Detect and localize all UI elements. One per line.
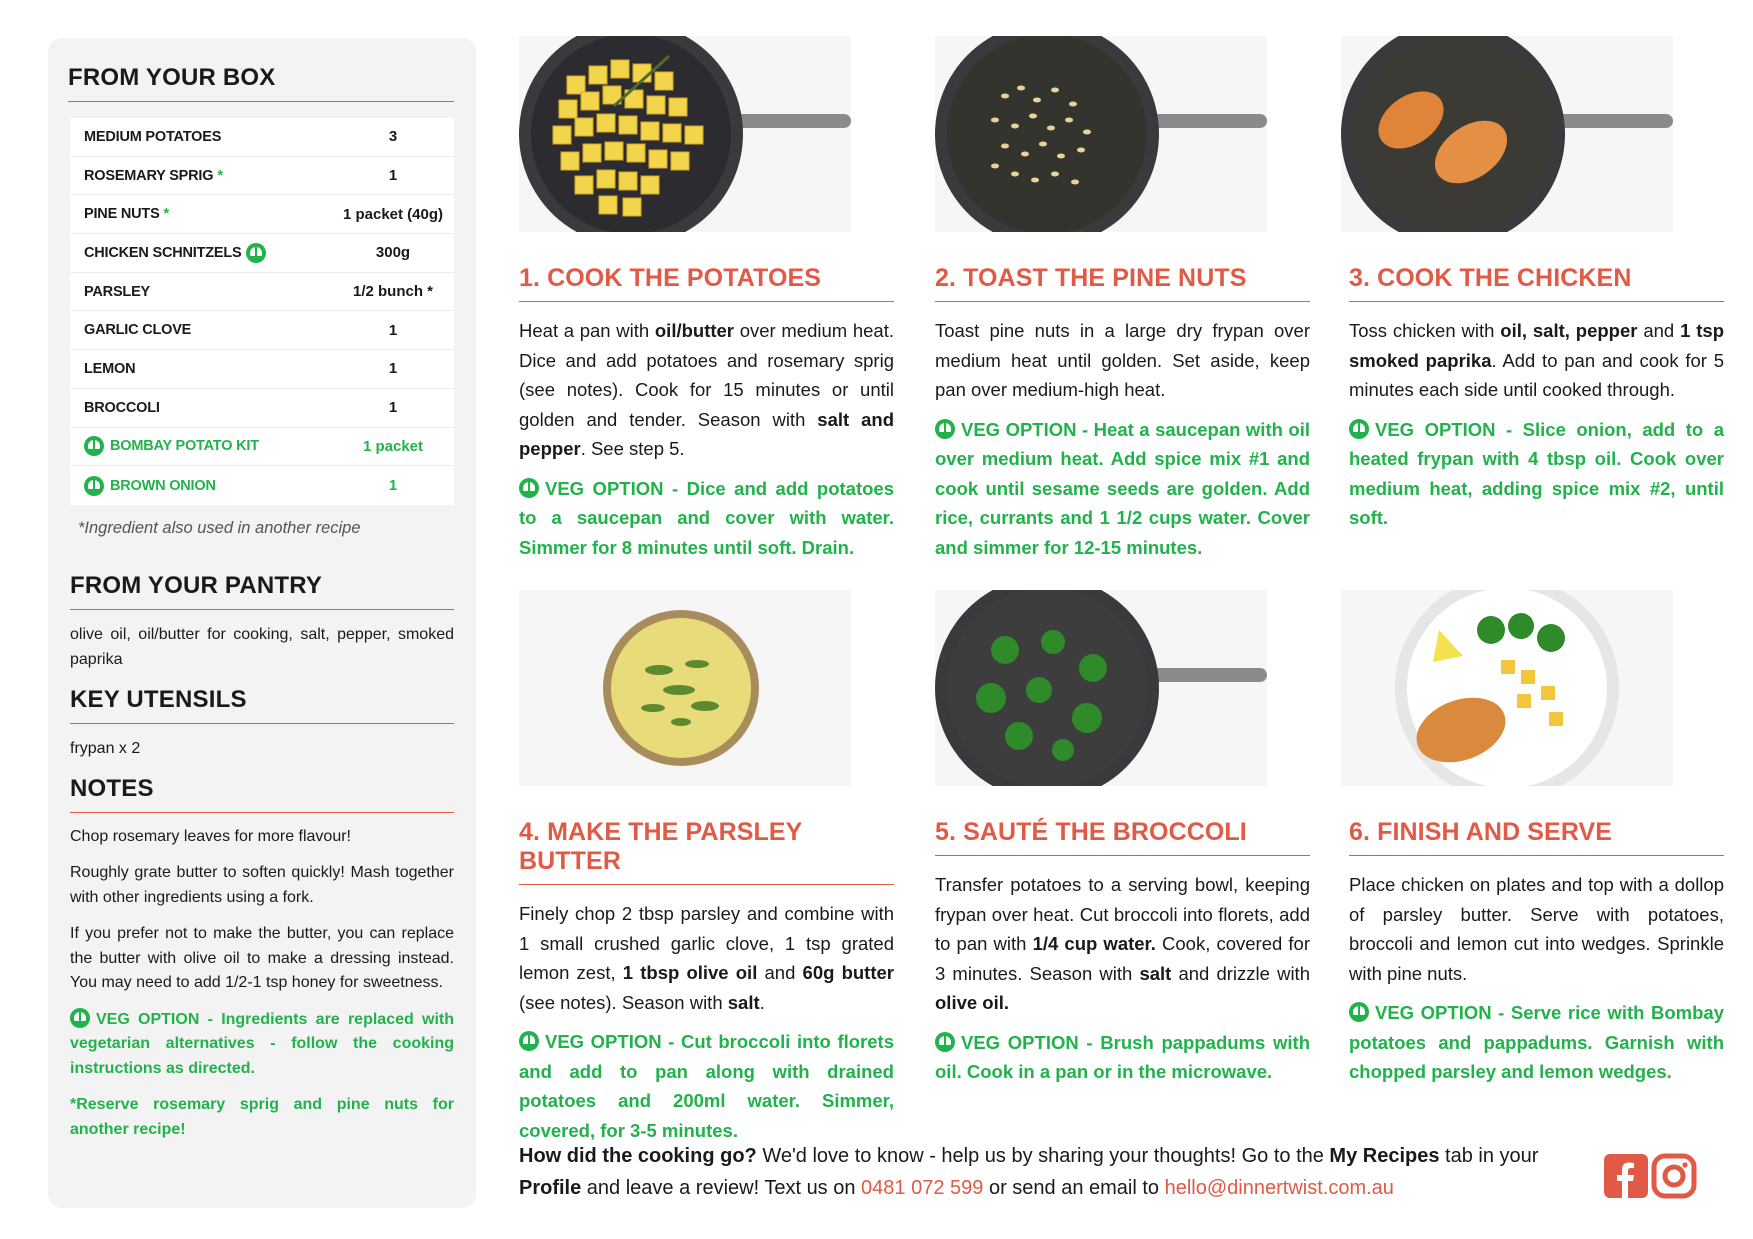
- ingredient-row: [70, 350, 454, 389]
- ingredient-name: BROCCOLI: [84, 399, 160, 416]
- phone-link[interactable]: 0481 072 599: [861, 1177, 984, 1199]
- veg-option: VEG OPTION - Heat a saucepan with oil over medium heat. Add spice mix #1 and cook until sesame seeds are golden. Add rice, currants and 1 1/2 cups water. Cover and simmer for 12-15 minutes.: [935, 418, 1310, 558]
- veg-ingredient-row: [70, 428, 454, 467]
- footer-text: and leave a review! Text us on: [581, 1177, 862, 1199]
- ingredient-row: [70, 195, 454, 234]
- step-title: 5. SAUTÉ THE BROCCOLI: [935, 818, 1310, 856]
- veg-leaf-icon: [84, 436, 104, 456]
- ingredient-qty: 1 packet: [362, 437, 424, 455]
- step-1: [519, 264, 894, 562]
- veg-leaf-icon: [935, 419, 955, 439]
- ingredient-row: [70, 311, 454, 350]
- step-3: [1349, 264, 1724, 533]
- ingredient-qty: 1 packet (40g): [342, 205, 444, 223]
- broccoli-in-pan-image: [935, 590, 1267, 786]
- veg-leaf-icon: [246, 243, 266, 263]
- footer-text: or send an email to: [983, 1177, 1165, 1199]
- step-2: [935, 264, 1310, 562]
- veg-ingredient-row: [70, 466, 454, 505]
- note: Roughly grate butter to soften quickly! Mash together with other ingredients using a fork.: [70, 864, 454, 906]
- veg-leaf-icon: [519, 478, 539, 498]
- step-body: Place chicken on plates and top with a dollop of parsley butter. Serve with potatoes, broccoli and lemon cut into wedges. Sprinkle with pine nuts.: [1349, 874, 1724, 984]
- veg-leaf-icon: [70, 1008, 90, 1028]
- ingredient-name: LEMON: [84, 360, 136, 377]
- footnote: *Ingredient also used in another recipe: [78, 518, 361, 537]
- pantry-text: olive oil, oil/butter for cooking, salt, pepper, smoked paprika: [70, 625, 454, 668]
- potatoes-in-pan-image: [519, 36, 851, 232]
- veg-leaf-icon: [1349, 419, 1369, 439]
- ingredient-name: PINE NUTS: [84, 206, 160, 223]
- step-6: [1349, 818, 1724, 1087]
- ingredients-sidebar: [48, 38, 476, 1208]
- veg-option: VEG OPTION - Dice and add potatoes to a saucepan and cover with water. Simmer for 8 minutes until soft. Drain.: [519, 477, 894, 558]
- email-link[interactable]: hello@dinnertwist.com.au: [1164, 1177, 1394, 1199]
- ingredient-qty: 300g: [375, 244, 411, 262]
- footer-text: tab in your: [1439, 1145, 1539, 1167]
- ingredient-qty: 1: [388, 399, 398, 417]
- shared-ingredient-star: *: [163, 206, 169, 223]
- box-heading: FROM YOUR BOX: [68, 64, 454, 102]
- step-title: 6. FINISH AND SERVE: [1349, 818, 1724, 856]
- reserve-note: *Reserve rosemary sprig and pine nuts for another recipe!: [70, 1096, 454, 1138]
- step-body: Toss chicken with oil, salt, pepper and 1 tsp smoked paprika. Add to pan and cook for 5 minutes each side until cooked through.: [1349, 320, 1724, 400]
- step-title: 1. COOK THE POTATOES: [519, 264, 894, 302]
- ingredient-name: BOMBAY POTATO KIT: [110, 438, 259, 455]
- ingredient-row: [70, 234, 454, 273]
- ingredient-name: MEDIUM POTATOES: [84, 128, 222, 145]
- step-body: Heat a pan with oil/butter over medium heat. Dice and add potatoes and rosemary sprig (see notes). Cook for 15 minutes or until golden and tender. Season with salt and pepper. See step 5.: [519, 320, 894, 459]
- ingredient-qty: 1/2 bunch *: [352, 283, 434, 301]
- step-4: [519, 818, 894, 1145]
- step-5: [935, 818, 1310, 1087]
- shared-ingredient-star: *: [217, 167, 223, 184]
- instagram-icon[interactable]: [1651, 1153, 1697, 1199]
- feedback-footer: [519, 1140, 1579, 1204]
- step-title: 3. COOK THE CHICKEN: [1349, 264, 1724, 302]
- ingredients-table: [70, 118, 454, 505]
- veg-option: VEG OPTION - Brush pappadums with oil. Cook in a pan or in the microwave.: [935, 1031, 1310, 1082]
- veg-leaf-icon: [84, 476, 104, 496]
- my-recipes-link[interactable]: My Recipes: [1329, 1145, 1440, 1167]
- pantry-heading: FROM YOUR PANTRY: [70, 572, 454, 610]
- ingredient-name: ROSEMARY SPRIG: [84, 167, 214, 184]
- ingredient-name: PARSLEY: [84, 283, 151, 300]
- ingredient-row: [70, 157, 454, 196]
- veg-leaf-icon: [935, 1032, 955, 1052]
- plated-dish-image: [1341, 590, 1673, 786]
- step-body: Finely chop 2 tbsp parsley and combine with 1 small crushed garlic clove, 1 tsp grated lemon zest, 1 tbsp olive oil and 60g butter (see notes). Season with salt.: [519, 903, 894, 1013]
- ingredient-qty: 3: [388, 128, 398, 146]
- feedback-question: How did the cooking go?: [519, 1145, 757, 1167]
- ingredient-name: GARLIC CLOVE: [84, 322, 192, 339]
- veg-note: VEG OPTION - Ingredients are replaced with vegetarian alternatives - follow the cooking instructions as directed.: [70, 1008, 454, 1082]
- chicken-in-pan-image: [1341, 36, 1673, 232]
- veg-option: VEG OPTION - Cut broccoli into florets and add to pan along with drained potatoes and 200ml water. Simmer, covered, for 3-5 minutes.: [519, 1031, 894, 1141]
- ingredient-row: [70, 389, 454, 428]
- veg-leaf-icon: [519, 1031, 539, 1051]
- veg-leaf-icon: [1349, 1002, 1369, 1022]
- ingredient-name: CHICKEN SCHNITZELS: [84, 244, 242, 261]
- ingredient-row: [70, 273, 454, 312]
- notes-heading: NOTES: [70, 775, 454, 813]
- veg-option: VEG OPTION - Serve rice with Bombay potatoes and pappadums. Garnish with chopped parsley and lemon wedges.: [1349, 1002, 1724, 1082]
- utensils-heading: KEY UTENSILS: [70, 686, 454, 724]
- step-body: Toast pine nuts in a large dry frypan over medium heat until golden. Set aside, keep pan over medium-high heat.: [935, 320, 1310, 400]
- ingredient-row: [70, 118, 454, 157]
- facebook-icon[interactable]: [1603, 1153, 1649, 1199]
- ingredient-name: BROWN ONION: [110, 477, 216, 494]
- step-title: 2. TOAST THE PINE NUTS: [935, 264, 1310, 302]
- ingredient-qty: 1: [388, 321, 398, 339]
- step-body: Transfer potatoes to a serving bowl, keeping frypan over heat. Cut broccoli into florets, add to pan with 1/4 cup water. Cook, covered for 3 minutes. Season with salt and drizzle with olive oil.: [935, 874, 1310, 1013]
- note: Chop rosemary leaves for more flavour!: [70, 827, 351, 845]
- step-title: 4. MAKE THE PARSLEY BUTTER: [519, 818, 894, 885]
- ingredient-qty: 1: [388, 477, 398, 495]
- ingredient-qty: 1: [388, 167, 398, 185]
- footer-text: We'd love to know - help us by sharing your thoughts! Go to the: [756, 1145, 1330, 1167]
- ingredient-qty: 1: [388, 360, 398, 378]
- parsley-butter-bowl-image: [519, 590, 851, 786]
- profile-link[interactable]: Profile: [519, 1177, 582, 1199]
- veg-option: VEG OPTION - Slice onion, add to a heated frypan with 4 tbsp oil. Cook over medium heat, adding spice mix #2, until soft.: [1349, 418, 1724, 528]
- utensils-text: frypan x 2: [70, 739, 141, 757]
- pine-nuts-in-pan-image: [935, 36, 1267, 232]
- note: If you prefer not to make the butter, you can replace the butter with olive oil to make a dressing instead. You may need to add 1/2-1 tsp honey for sweetness.: [70, 925, 454, 992]
